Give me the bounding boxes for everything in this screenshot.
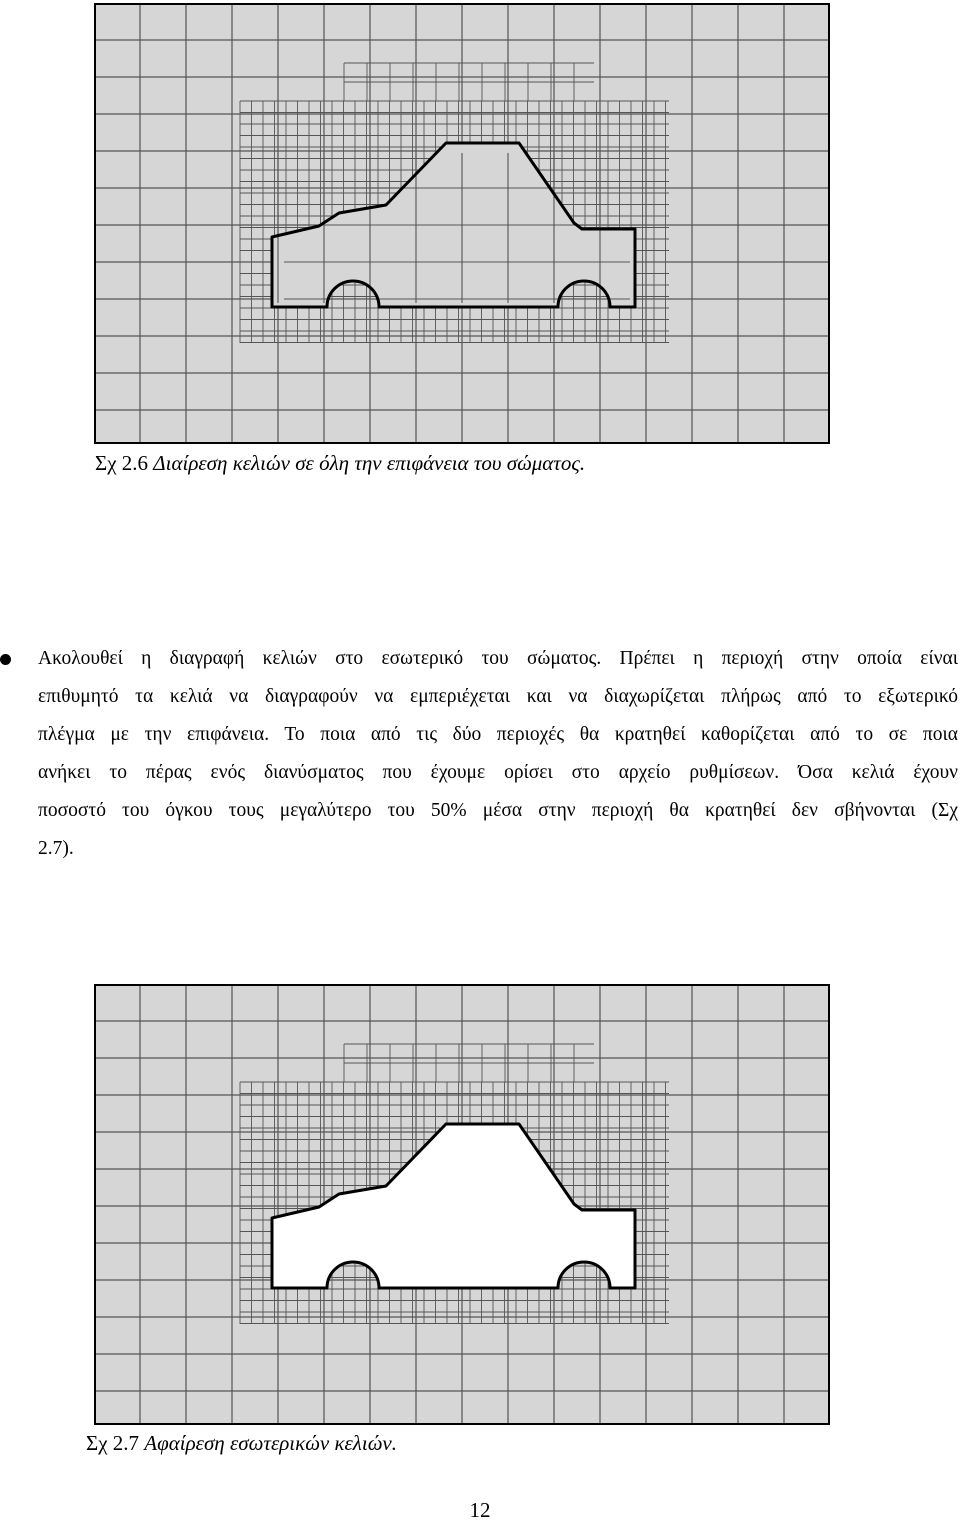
figure-caption-2-7 [86, 1430, 397, 1456]
bullet-icon [0, 654, 11, 665]
body-paragraph [38, 640, 958, 868]
paragraph-line: ανήκει το πέρας ενός διανύσματος που έχουμε ορίσει στο αρχείο ρυθμίσεων. Όσα κελιά έχουν [38, 762, 958, 783]
mesh-figure-cut [94, 984, 830, 1425]
paragraph-line: επιθυμητό τα κελιά να διαγραφούν να εμπεριέχεται και να διαχωρίζεται πλήρως από το εξωτερικό [38, 686, 958, 707]
caption-label: Σχ 2.7 [86, 1431, 140, 1455]
paragraph-line: Ακολουθεί η διαγραφή κελιών στο εσωτερικό του σώματος. Πρέπει η περιοχή στην οποία είναι [38, 648, 958, 669]
caption-text: Αφαίρεση εσωτερικών κελιών. [144, 1431, 397, 1455]
caption-text: Διαίρεση κελιών σε όλη την επιφάνεια του σώματος. [153, 451, 586, 475]
caption-label: Σχ 2.6 [95, 451, 149, 475]
paragraph-line: ποσοστό του όγκου τους μεγαλύτερο του 50% μέσα στην περιοχή θα κρατηθεί δεν σβήνονται (Σχ [38, 800, 958, 821]
mesh-figure-full [94, 3, 830, 444]
paragraph-line: πλέγμα με την επιφάνεια. Το ποια από τις δύο περιοχές θα κρατηθεί καθορίζεται από το σε ποια [38, 724, 958, 745]
paragraph-line: 2.7). [38, 838, 74, 859]
figure-caption-2-6 [95, 450, 585, 476]
page-number: 12 [469, 1498, 491, 1522]
